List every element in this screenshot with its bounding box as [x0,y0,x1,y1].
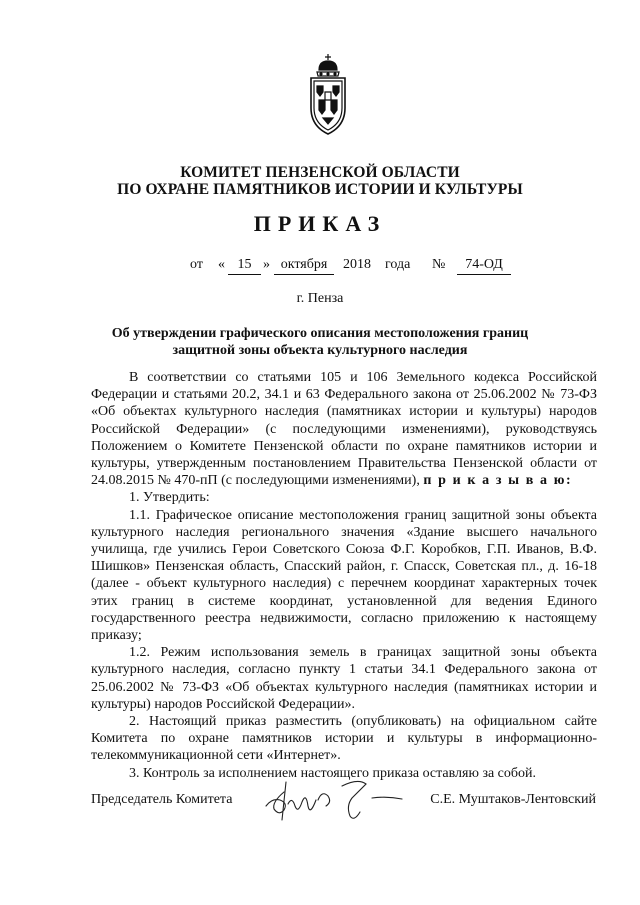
item-1: 1. Утвердить: [129,490,210,506]
date-year: 2018 [343,257,371,272]
signatory-position: Председатель Комитета [91,792,233,807]
preamble-text: В соответствии со статьями 105 и 106 Земельного кодекса Российской Федерации и статьями 20.2, 34.1 и 63 Федерального закона от 25.06.2002 № 73-ФЗ «Об объектах культурного наследия (памятниках истории и культуры) народов Российской Федерации» (с последующими изменениями), руководствуясь Положением о Комитете Пензенской области по охране памятников истории и культуры, утвержденным постановлением Правительства Пензенской области от 24.08.2015 № 470-пП (с последующими изменениями), [91,370,597,489]
document-number: 74-ОД [457,256,511,275]
date-year-word: года [385,257,411,272]
order-word: п р и к а з ы в а ю: [423,473,573,489]
organization-name-line2: ПО ОХРАНЕ ПАМЯТНИКОВ ИСТОРИИ И КУЛЬТУРЫ [117,181,523,198]
document-type-title: ПРИКАЗ [253,211,387,236]
date-close-quote: » [263,257,270,272]
document-body [91,369,597,782]
preamble-paragraph [91,369,597,489]
item-1-2: 1.2. Режим использования земель в границах защитной зоны объекта культурного наследия, согласно пункту 1 статьи 34.1 Федерального закона от 25.06.2002 № 73-ФЗ «Об объектах культурного наследия (памятниках истории и культуры) народов Российской Федерации». [91,645,597,712]
item-3: 3. Контроль за исполнением настоящего приказа оставляю за собой. [129,765,537,781]
date-open-quote: « [218,257,225,272]
subject-line2: защитной зоны объекта культурного наследия [172,343,468,358]
handwritten-signature [262,776,412,822]
item-2: 2. Настоящий приказ разместить (опубликовать) на официальном сайте Комитета по охране памятников истории и культуры в информационно-телекоммуникационной сети «Интернет». [91,714,597,764]
signatory-name: С.Е. Муштаков-Лентовский [430,792,596,807]
organization-name-line1: КОМИТЕТ ПЕНЗЕНСКОЙ ОБЛАСТИ [180,164,460,181]
city-name: г. Пенза [296,291,344,306]
coat-of-arms-emblem [303,52,353,138]
number-sign: № [432,257,446,272]
subject-line1: Об утверждении графического описания местоположения границ [111,326,529,341]
date-month: октября [274,256,334,275]
item-1-1: 1.1. Графическое описание местоположения границ защитной зоны объекта культурного наследия регионального значения «Здание высшего начального училища, где учились Герои Советского Союза Ф.Г. Коробков, Г.П. Иванов, В.Ф. Шишков» Пензенская область, Спасский район, г. Спасск, Советская пл., д. 16-18 (далее - объект культурного наследия) с перечнем координат характерных точек этих границ в системе координат, установленной для ведения Единого государственного реестра недвижимости, согласно приложению к настоящему приказу; [91,507,597,644]
date-prefix: от [190,257,203,272]
date-day: 15 [228,256,261,275]
